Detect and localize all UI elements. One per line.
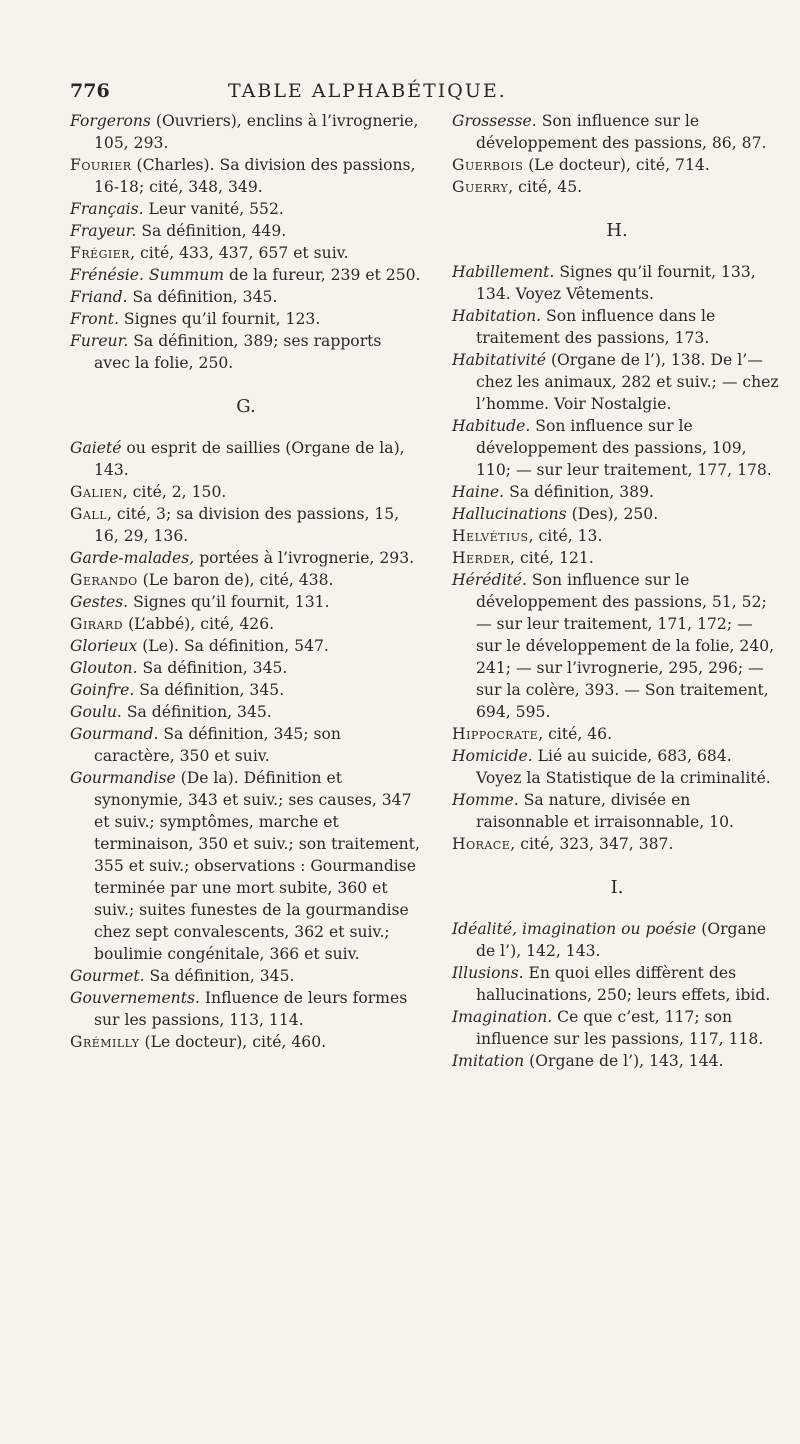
index-entry xyxy=(70,657,422,679)
entry-headword: Frégier xyxy=(70,244,131,262)
entry-headword: Homme. xyxy=(452,791,519,809)
section-letter: I. xyxy=(610,877,624,898)
entry-text: Ce que c’est, 117; son influence sur les passions, 117, 118. xyxy=(476,1008,764,1048)
entry-text: Son influence sur le développement des passions, 109, 110; — sur leur traitement, 177, 178. xyxy=(476,417,772,479)
entry-text: En quoi elles diffèrent des hallucinations, 250; leurs effets, ibid. xyxy=(476,964,771,1004)
index-entry xyxy=(70,679,422,701)
entry-headword: Guerry xyxy=(452,178,509,196)
index-entry xyxy=(70,198,422,220)
entry-headword: Gourmand. xyxy=(70,725,159,743)
index-entry xyxy=(70,965,422,987)
entry-headword: Helvétius xyxy=(452,527,529,545)
entry-text: , cité, 46. xyxy=(538,725,613,743)
index-entry xyxy=(452,745,782,789)
entry-headword: Gourmet. xyxy=(70,967,145,985)
entry-text: Leur vanité, 552. xyxy=(143,200,284,218)
entry-headword: Gaieté xyxy=(70,439,122,457)
entry-text: (Le docteur), cité, 460. xyxy=(139,1033,327,1051)
entry-text: Sa définition, 449. xyxy=(136,222,287,240)
entry-headword: Frénésie. Summum xyxy=(70,266,225,284)
entry-headword: Gall xyxy=(70,505,108,523)
entry-text: Signes qu’il fournit, 133, 134. Voyez Vêtements. xyxy=(476,263,756,303)
entry-headword: Horace xyxy=(452,835,511,853)
entry-text: , cité, 45. xyxy=(508,178,583,196)
entry-headword: Glorieux xyxy=(70,637,138,655)
entry-headword: Front. xyxy=(70,310,119,328)
index-entry xyxy=(70,437,422,481)
index-entry xyxy=(70,220,422,242)
entry-headword: Girard xyxy=(70,615,124,633)
entry-text: (Le). Sa définition, 547. xyxy=(137,637,329,655)
entry-text: Sa définition, 389. xyxy=(504,483,654,501)
entry-text: Lié au suicide, 683, 684. Voyez la Statistique de la criminalité. xyxy=(476,747,771,787)
index-entry xyxy=(452,481,782,503)
entry-headword: Illusions. xyxy=(452,964,524,982)
entry-headword: Grossesse. xyxy=(452,112,537,130)
entry-headword: Glouton. xyxy=(70,659,138,677)
entry-text: Son influence dans le traitement des passions, 173. xyxy=(476,307,716,347)
entry-headword: Imitation xyxy=(452,1052,525,1070)
index-entry xyxy=(70,286,422,308)
entry-text: Sa définition, 345. xyxy=(127,288,278,306)
index-entry xyxy=(70,591,422,613)
index-column-right xyxy=(452,110,782,1072)
entry-text: Son influence sur le développement des passions, 51, 52; — sur leur traitement, 171, 172; — sur le développement de la folie, 240, 241; — sur l’ivrognerie, 295, 296; — sur la colère, 393. — Son traitement, 694, 595. xyxy=(476,571,775,721)
entry-headword: Goinfre. xyxy=(70,681,135,699)
entry-text: Sa définition, 345. xyxy=(134,681,285,699)
index-entry xyxy=(452,918,782,962)
entry-text: , cité, 13. xyxy=(528,527,603,545)
index-entry xyxy=(70,635,422,657)
entry-text: (Le baron de), cité, 438. xyxy=(137,571,334,589)
entry-headword: Français. xyxy=(70,200,144,218)
entry-headword: Haine. xyxy=(452,483,505,501)
entry-headword: Forgerons xyxy=(70,112,151,130)
index-entry xyxy=(70,330,422,374)
index-entry xyxy=(452,154,782,176)
entry-headword: Gestes. xyxy=(70,593,129,611)
entry-headword: Fureur. xyxy=(70,332,129,350)
entry-text: Sa nature, divisée en raisonnable et irraisonnable, 10. xyxy=(476,791,734,831)
index-entry xyxy=(452,176,782,198)
entry-text: Influence de leurs formes sur les passions, 113, 114. xyxy=(94,989,408,1029)
entry-headword: Hallucinations xyxy=(452,505,567,523)
index-entry xyxy=(70,723,422,767)
entry-headword: Guerbois xyxy=(452,156,524,174)
entry-text: (Charles). Sa division des passions, 16-18; cité, 348, 349. xyxy=(94,156,416,196)
entry-headword: Idéalité, imagination ou poésie xyxy=(452,920,697,938)
entry-headword: Habitude. xyxy=(452,417,531,435)
entry-text: (Le docteur), cité, 714. xyxy=(523,156,710,174)
entry-text: , cité, 121. xyxy=(510,549,594,567)
entry-headword: Galien xyxy=(70,483,123,501)
entry-text: Signes qu’il fournit, 123. xyxy=(118,310,321,328)
entry-headword: Habitativité xyxy=(452,351,546,369)
entry-headword: Hippocrate xyxy=(452,725,539,743)
entry-headword: Homicide. xyxy=(452,747,533,765)
section-letter: H. xyxy=(606,220,628,241)
index-entry xyxy=(70,701,422,723)
entry-text: (L’abbé), cité, 426. xyxy=(123,615,275,633)
index-entry xyxy=(452,962,782,1006)
index-entry xyxy=(452,349,782,415)
index-entry xyxy=(452,789,782,833)
entry-text: (Organe de l’), 143, 144. xyxy=(524,1052,724,1070)
index-entry xyxy=(70,308,422,330)
entry-headword: Habitation. xyxy=(452,307,542,325)
entry-text: Signes qu’il fournit, 131. xyxy=(128,593,330,611)
entry-headword: Gerando xyxy=(70,571,138,589)
entry-text: (Ouvriers), enclins à l’ivrognerie, 105, 293. xyxy=(94,112,419,152)
entry-headword: Frayeur. xyxy=(70,222,137,240)
index-entry xyxy=(452,415,782,481)
entry-text: Sa définition, 345. xyxy=(121,703,272,721)
index-entry xyxy=(452,547,782,569)
entry-text: Sa définition, 389; ses rapports avec la folie, 250. xyxy=(94,332,382,372)
entry-text: , cité, 2, 150. xyxy=(122,483,227,501)
entry-text: de la fureur, 239 et 250. xyxy=(224,266,421,284)
index-column-left xyxy=(70,110,422,1053)
entry-text: (Des), 250. xyxy=(566,505,659,523)
index-entry xyxy=(70,547,422,569)
entry-text: Sa définition, 345; son caractère, 350 et suiv. xyxy=(94,725,341,765)
index-entry xyxy=(452,503,782,525)
index-entry xyxy=(452,833,782,855)
index-entry xyxy=(70,503,422,547)
entry-text: , cité, 323, 347, 387. xyxy=(510,835,674,853)
index-entry xyxy=(452,525,782,547)
entry-headword: Garde-malades, xyxy=(70,549,195,567)
entry-headword: Gouvernements. xyxy=(70,989,200,1007)
entry-headword: Grémilly xyxy=(70,1033,140,1051)
entry-text: ou esprit de saillies (Organe de la), 143. xyxy=(94,439,405,479)
index-entry xyxy=(452,261,782,305)
entry-headword: Gourmandise xyxy=(70,769,176,787)
index-entry xyxy=(70,110,422,154)
index-entry xyxy=(70,154,422,198)
page-number: 776 xyxy=(70,80,110,102)
index-entry xyxy=(452,110,782,154)
entry-text: Sa définition, 345. xyxy=(137,659,288,677)
index-entry xyxy=(70,242,422,264)
index-entry xyxy=(70,264,422,286)
entry-headword: Friand. xyxy=(70,288,128,306)
entry-headword: Imagination. xyxy=(452,1008,553,1026)
running-title: TABLE ALPHABÉTIQUE. xyxy=(228,80,507,102)
entry-headword: Fourier xyxy=(70,156,132,174)
index-entry xyxy=(452,569,782,723)
entry-headword: Goulu. xyxy=(70,703,122,721)
entry-text: , cité, 3; sa division des passions, 15, 16, 29, 136. xyxy=(94,505,400,545)
index-entry xyxy=(70,481,422,503)
index-entry xyxy=(452,1006,782,1050)
index-entry xyxy=(70,987,422,1031)
entry-text: , cité, 433, 437, 657 et suiv. xyxy=(130,244,349,262)
entry-text: (Organe de l’), 138. De l’— chez les animaux, 282 et suiv.; — chez l’homme. Voir Nostalgie. xyxy=(476,351,779,413)
index-entry xyxy=(452,305,782,349)
entry-text: Sa définition, 345. xyxy=(144,967,295,985)
section-letter: G. xyxy=(236,396,256,417)
entry-text: portées à l’ivrognerie, 293. xyxy=(194,549,415,567)
entry-text: (De la). Définition et synonymie, 343 et suiv.; ses causes, 347 et suiv.; symptômes, marche et terminaison, 350 et suiv.; son traitement, 355 et suiv.; observations : Gourmandise terminée par une mort subite, 360 et suiv.; suites funestes de la gourmandise chez sept convalescents, 362 et suiv.; boulimie congénitale, 366 et suiv. xyxy=(94,769,420,963)
index-entry xyxy=(452,1050,782,1072)
entry-headword: Habillement. xyxy=(452,263,555,281)
entry-text: (Organe de l’), 142, 143. xyxy=(476,920,767,960)
index-entry xyxy=(70,767,422,965)
index-entry xyxy=(70,613,422,635)
entry-headword: Herder xyxy=(452,549,511,567)
index-entry xyxy=(452,723,782,745)
page-header xyxy=(70,80,730,110)
index-entry xyxy=(70,1031,422,1053)
index-entry xyxy=(70,569,422,591)
entry-text: Son influence sur le développement des passions, 86, 87. xyxy=(476,112,767,152)
entry-headword: Hérédité. xyxy=(452,571,527,589)
